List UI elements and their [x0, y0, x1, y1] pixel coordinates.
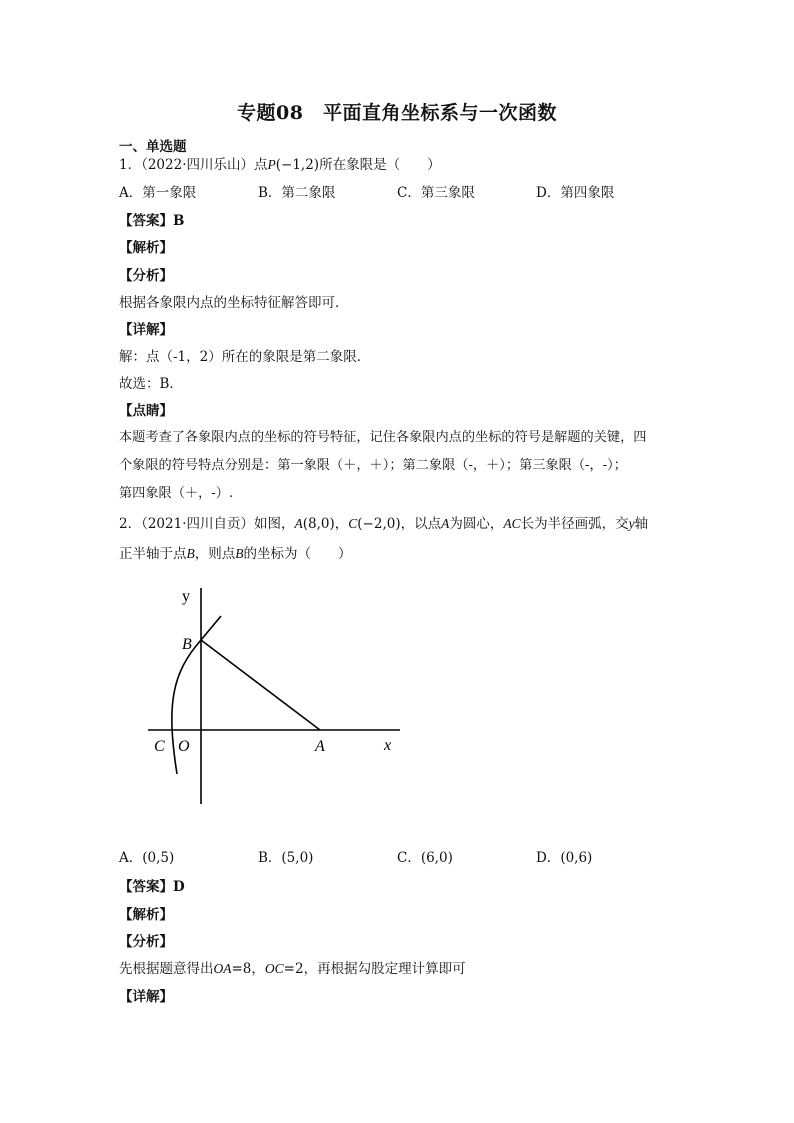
q2-fenxi-heading: 【分析】 [119, 934, 173, 950]
q2-fenxi-text-1: 先根据题意得出 [119, 961, 214, 977]
q1-dianjing-line-3: 第四象限（＋，-）. [119, 486, 234, 501]
q2-option-b: B．(5,0) [258, 850, 314, 866]
q2-fenxi-text-2: =8， [231, 961, 265, 977]
q1-stem-pre: 1．（2022·四川乐山）点 [119, 157, 268, 173]
q2-stem-intro: 2．（2021·四川自贡）如图， [119, 516, 295, 532]
q1-xiangjie-text: 解：点（-1，2）所在的象限是第二象限． [119, 349, 371, 365]
q2-stem-text-1: ，以点 [400, 516, 442, 532]
q2-stem-var-b1: B [186, 546, 195, 561]
q1-point-coord: (−1,2) [275, 157, 320, 173]
q2-fenxi-var-oa: OA [213, 961, 232, 976]
q1-point-label: P [267, 157, 276, 172]
q2-stem-var-a: A [441, 516, 450, 531]
q2-stem-var-b2: B [235, 546, 244, 561]
section-heading: 一、单选题 [119, 139, 187, 155]
q2-stem-line-1 [119, 514, 648, 534]
q2-point-a-label: A [294, 516, 303, 531]
point-c-label: C [154, 738, 165, 755]
q2-stem-text-7: 的坐标为（ ） [243, 546, 352, 562]
q2-point-a-coord: (8,0) [302, 516, 335, 532]
q1-option-c: C．第三象限 [397, 185, 475, 201]
point-a-label: A [315, 738, 325, 755]
q2-point-c-coord: (−2,0) [357, 516, 401, 532]
q1-fenxi-heading: 【分析】 [119, 268, 173, 284]
q2-option-c: C．(6,0) [397, 850, 453, 866]
q2-stem-text-6: ，则点 [194, 546, 236, 562]
q2-point-c-label: C [348, 516, 358, 531]
q1-stem [119, 155, 441, 175]
y-axis-label: y [182, 588, 190, 605]
q1-dianjing-heading: 【点睛】 [119, 403, 173, 419]
q2-option-a: A．(0,5) [119, 850, 175, 866]
q1-stem-post: 所在象限是（ ） [319, 157, 441, 173]
q2-stem-text-5: 正半轴于点 [119, 546, 187, 562]
segment-ab [201, 640, 320, 730]
q2-xiangjie-heading: 【详解】 [119, 989, 173, 1005]
page-title: 专题08 平面直角坐标系与一次函数 [237, 102, 557, 124]
q1-option-b: B．第二象限 [258, 185, 336, 201]
q1-jiexi-heading: 【解析】 [119, 240, 173, 256]
q2-jiexi-heading: 【解析】 [119, 907, 173, 923]
q2-stem-text-3: 长为半径画弧，交 [520, 516, 629, 532]
q2-fenxi-var-oc: OC [264, 961, 284, 976]
q1-xiangjie-heading: 【详解】 [119, 322, 173, 338]
point-b-label: B [182, 636, 192, 653]
q2-stem-var-y: y [628, 516, 635, 531]
q2-stem-var-ac: AC [503, 516, 521, 531]
q2-answer: 【答案】D [119, 879, 185, 895]
q2-stem-line-2 [119, 544, 352, 564]
q2-fenxi-text [119, 959, 466, 979]
origin-label: O [178, 738, 190, 755]
geometry-figure [140, 578, 410, 808]
q2-fenxi-text-3: =2，再根据勾股定理计算即可 [283, 961, 466, 977]
q1-option-a: A．第一象限 [119, 185, 197, 201]
q1-conclusion: 故选：B． [119, 376, 183, 392]
q2-stem-text-2: 为圆心， [449, 516, 504, 532]
q2-option-d: D．(0,6) [536, 850, 593, 866]
q1-fenxi-text: 根据各象限内点的坐标特征解答即可． [119, 295, 349, 311]
q1-dianjing-line-2: 个象限的符号特点分别是：第一象限（＋，＋）；第二象限（-，＋）；第三象限（-，-）； [119, 458, 627, 473]
q1-dianjing-line-1: 本题考查了各象限内点的坐标的符号特征，记住各象限内点的坐标的符号是解题的关键，四 [119, 430, 647, 445]
q1-answer: 【答案】B [119, 213, 185, 229]
q1-option-d: D．第四象限 [536, 185, 615, 201]
q2-stem-text-4: 轴 [634, 516, 649, 532]
x-axis-label: x [384, 737, 392, 754]
q2-separator: ， [334, 516, 349, 532]
